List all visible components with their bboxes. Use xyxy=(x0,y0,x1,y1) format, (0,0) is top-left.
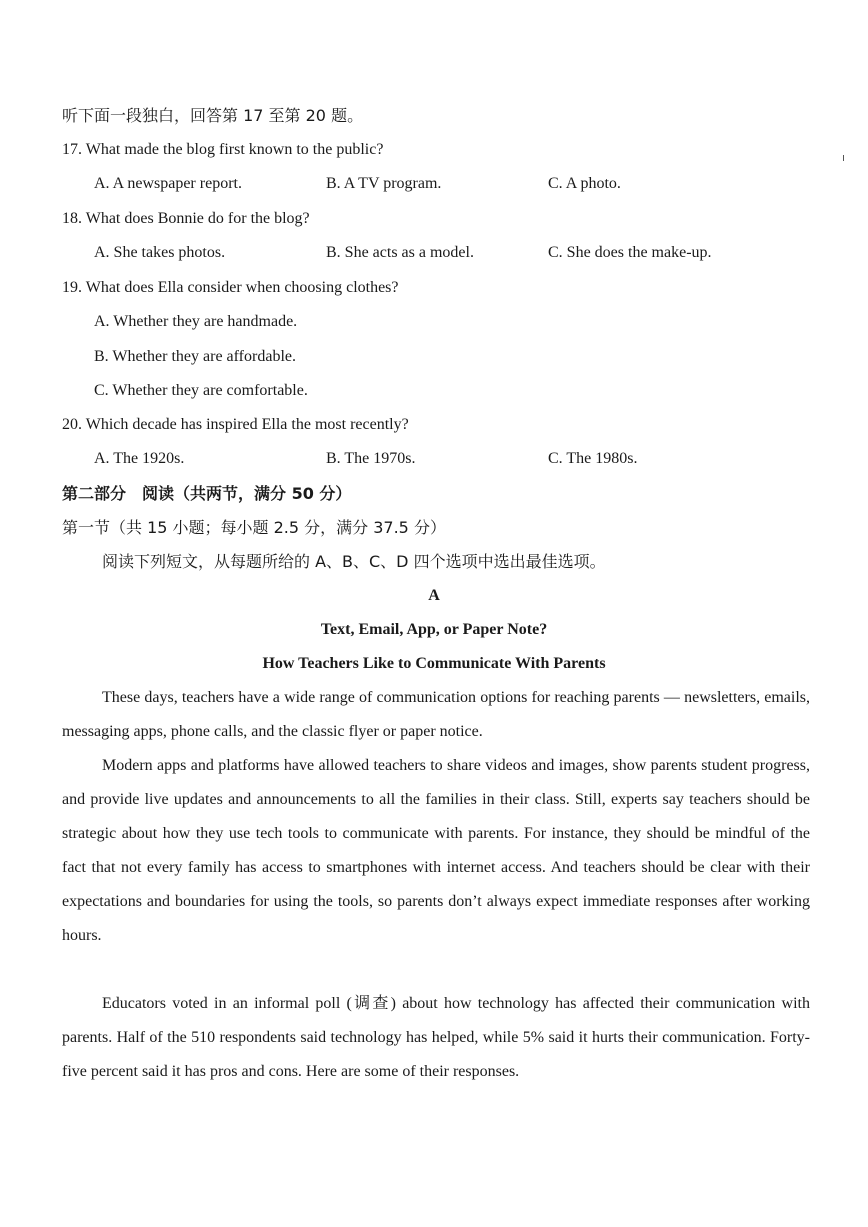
question-18-stem: 18. What does Bonnie do for the blog? xyxy=(62,210,310,227)
question-19-stem: 19. What does Ella consider when choosing clothes? xyxy=(62,279,399,296)
question-17-stem: 17. What made the blog first known to the public? xyxy=(62,141,384,158)
question-17-option-a: A. A newspaper report. xyxy=(94,175,242,192)
part2-instruction: 阅读下列短文，从每题所给的 A、B、C、D 四个选项中选出最佳选项。 xyxy=(102,552,606,571)
passage-paragraph-2: Modern apps and platforms have allowed teachers to share videos and images, show parents student progress, and provide live updates and announcements to all the families in their class. Still, experts say teachers should be strategic about how they use tech tools to communicate with parents. For instance, they should be mindful of the fact that not every family has access to smartphones with internet access. And teachers should be clear with their expectations and boundaries for using the tools, so parents don’t always expect immediate responses after working hours. xyxy=(62,757,810,944)
passage-paragraph-1: These days, teachers have a wide range of communication options for reaching parents — newsletters, emails, messaging apps, phone calls, and the classic flyer or paper notice. xyxy=(62,689,810,740)
listening-instruction: 听下面一段独白，回答第 17 至第 20 题。 xyxy=(62,106,364,125)
passage-paragraph-3: Educators voted in an informal poll (调查) about how technology has affected their communication with parents. Half of the 510 respondents said technology has helped, while 5% said it hurts their communication. Forty-five percent said it has pros and cons. Here are some of their responses. xyxy=(62,995,810,1080)
question-20-option-c: C. The 1980s. xyxy=(548,450,638,467)
question-20-option-b: B. The 1970s. xyxy=(326,450,416,467)
question-17-option-b: B. A TV program. xyxy=(326,175,442,192)
question-19-option-c: C. Whether they are comfortable. xyxy=(94,382,308,399)
question-19-option-a: A. Whether they are handmade. xyxy=(94,313,298,330)
passage-letter: A xyxy=(428,587,440,604)
question-18-option-b: B. She acts as a model. xyxy=(326,244,474,261)
question-18-option-a: A. She takes photos. xyxy=(94,244,226,261)
passage-title: Text, Email, App, or Paper Note? xyxy=(320,621,548,638)
question-17-option-c: C. A photo. xyxy=(548,175,621,192)
question-18-option-c: C. She does the make-up. xyxy=(548,244,712,261)
margin-mark xyxy=(843,155,844,161)
question-20-stem: 20. Which decade has inspired Ella the most recently? xyxy=(62,416,409,433)
part2-section1: 第一节（共 15 小题；每小题 2.5 分，满分 37.5 分） xyxy=(62,518,446,537)
part2-heading: 第二部分 阅读（共两节，满分 50 分） xyxy=(62,484,352,503)
question-19-option-b: B. Whether they are affordable. xyxy=(94,348,296,365)
question-20-option-a: A. The 1920s. xyxy=(94,450,185,467)
passage-subtitle: How Teachers Like to Communicate With Parents xyxy=(262,655,606,672)
